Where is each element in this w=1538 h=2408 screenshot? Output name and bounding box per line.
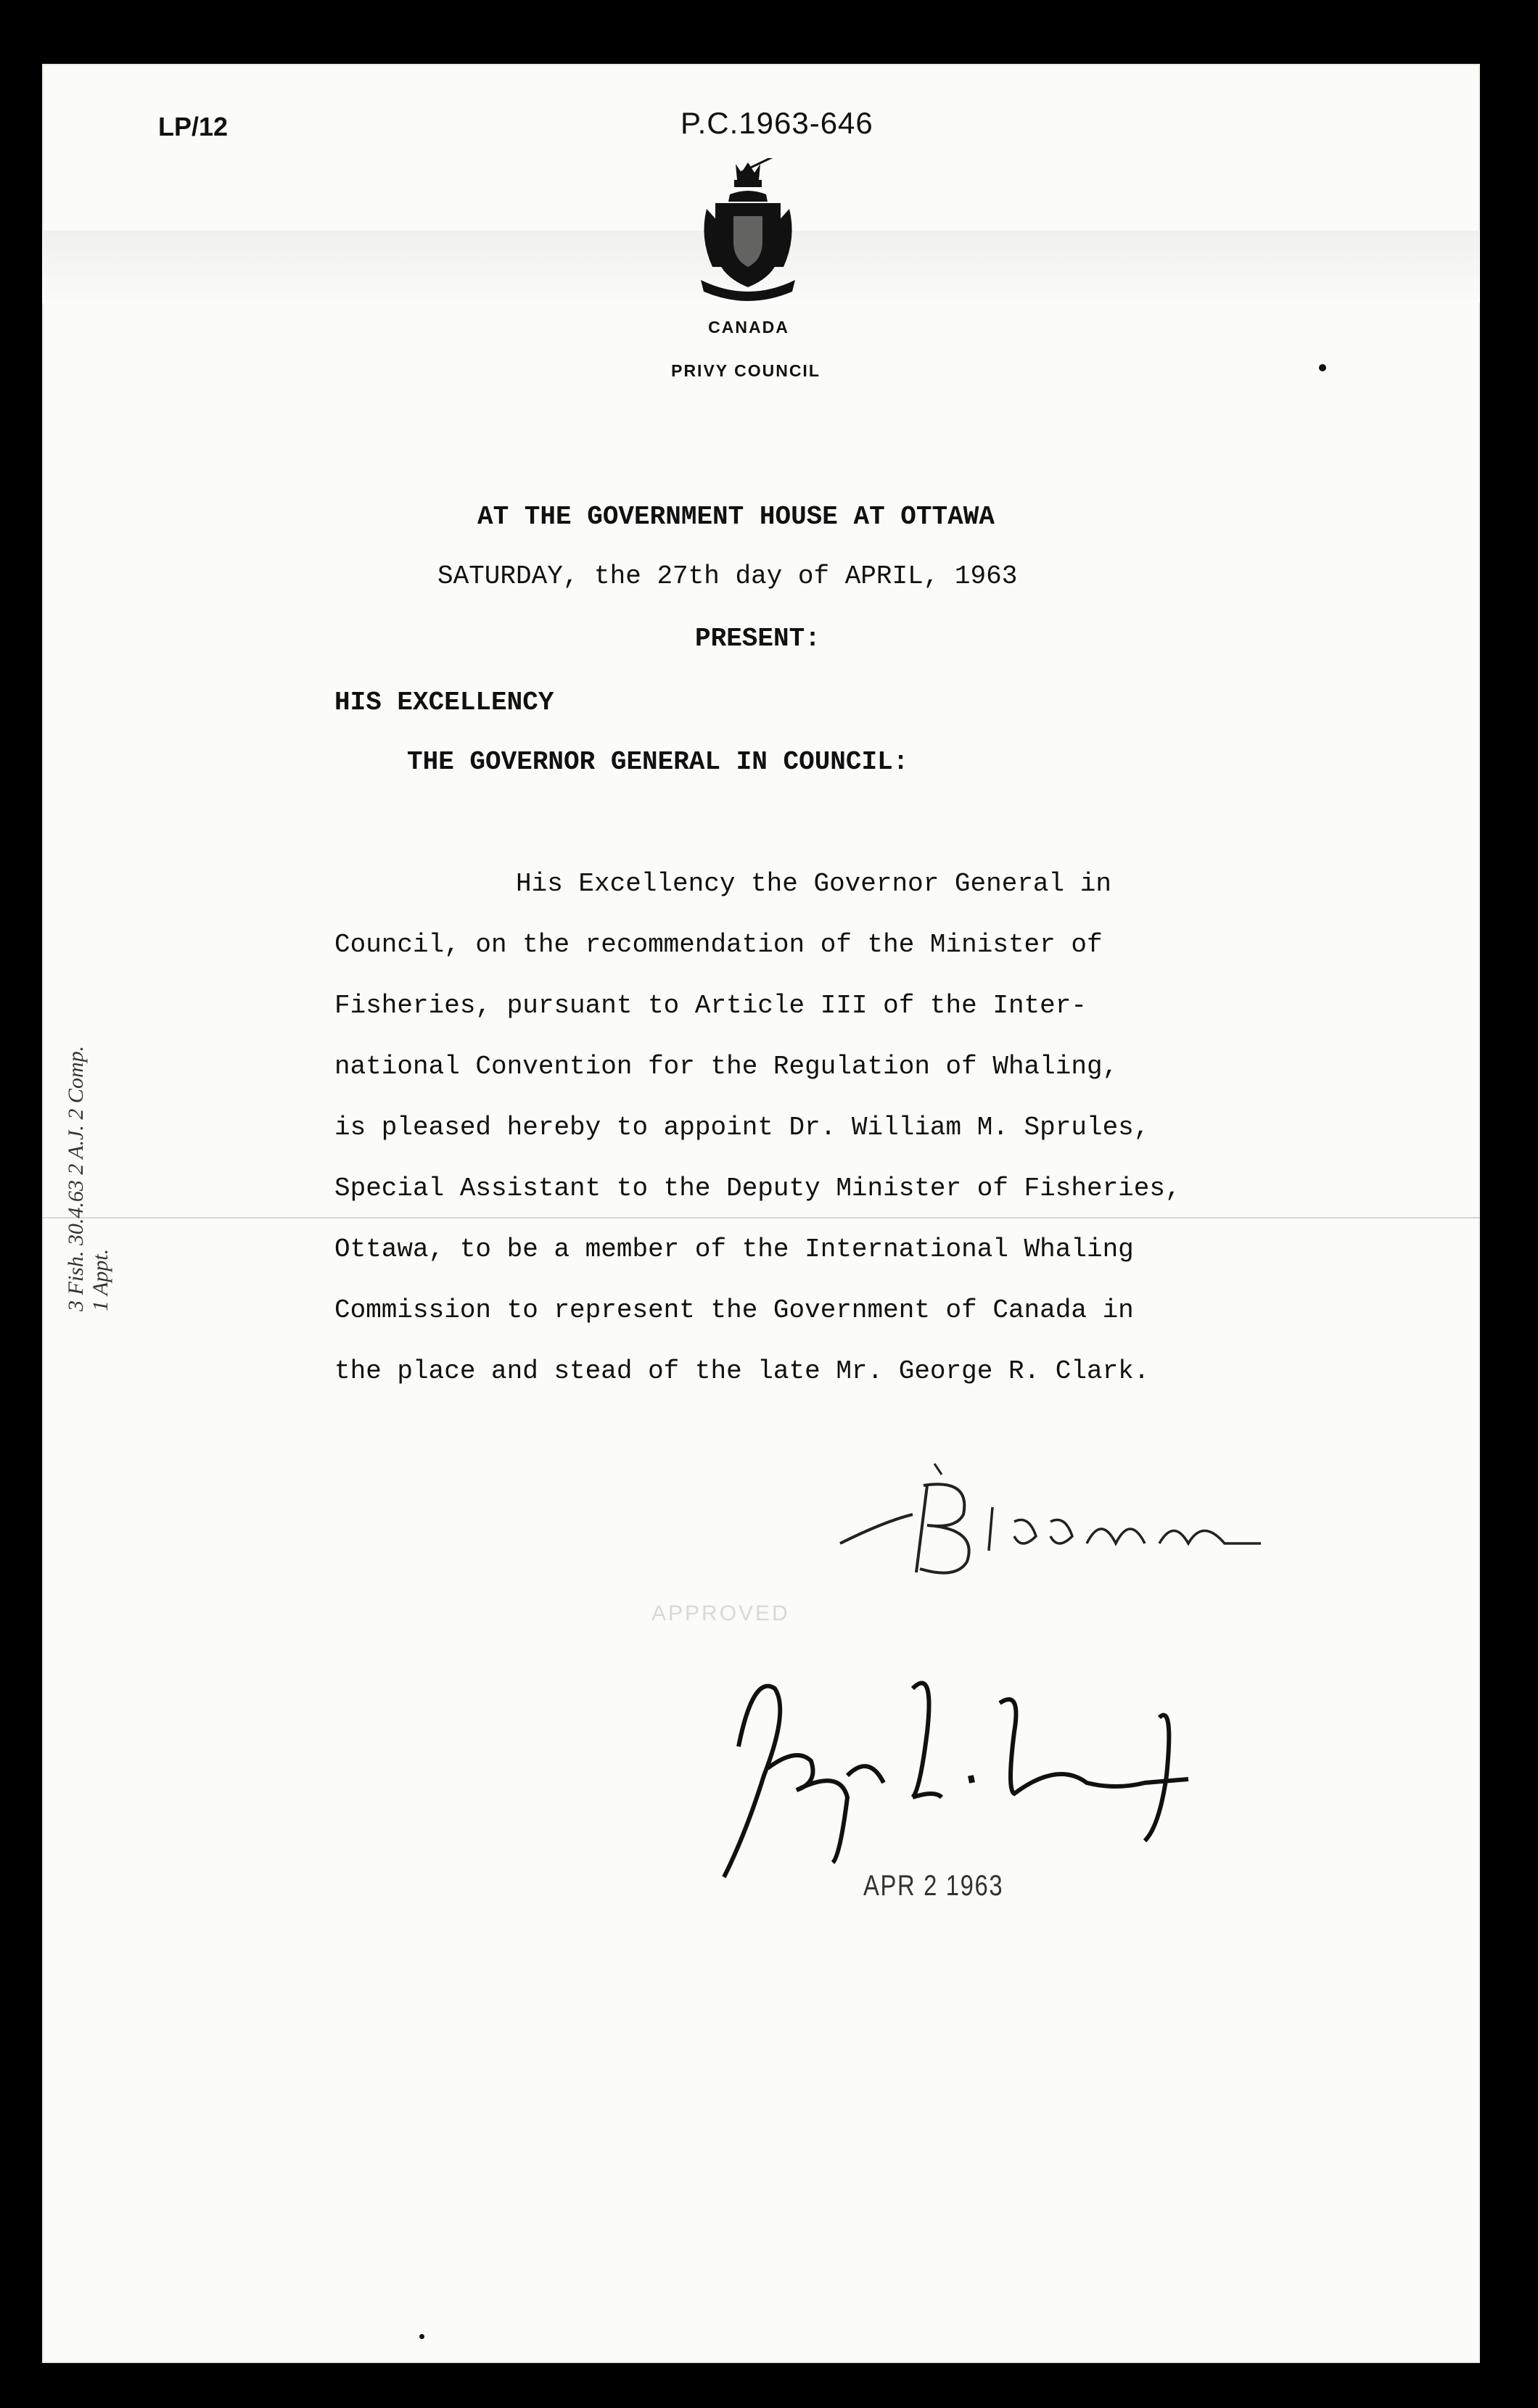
body-line: Commission to represent the Government of Canada in (334, 1295, 1134, 1325)
file-reference: LP/12 (158, 112, 229, 141)
vanier-signature (695, 1645, 1203, 1892)
location-heading: AT THE GOVERNMENT HOUSE AT OTTAWA (477, 502, 995, 532)
faint-approval-stamp: APPROVED (651, 1601, 790, 1625)
margin-distribution-note: 3 Fish. 30.4.63 2 A.J. 2 Comp. 1 Appt. (64, 1045, 112, 1311)
body-line: Council, on the recommendation of the Minister of (334, 930, 1103, 960)
body-line: Ottawa, to be a member of the International Whaling (334, 1234, 1134, 1264)
order-in-council-number: P.C.1963-646 (680, 106, 873, 140)
ink-dot (419, 2334, 424, 2339)
governor-general-label: THE GOVERNOR GENERAL IN COUNCIL: (407, 747, 909, 777)
ink-dot (1319, 364, 1326, 371)
date-line: SATURDAY, the 27th day of APRIL, 1963 (437, 561, 1018, 591)
canada-coat-of-arms-icon (694, 158, 802, 310)
body-line: is pleased hereby to appoint Dr. William M. Sprules, (334, 1113, 1150, 1142)
body-line: Special Assistant to the Deputy Minister of Fisheries, (334, 1174, 1181, 1203)
body-line: Fisheries, pursuant to Article III of the Inter- (334, 991, 1087, 1020)
document-page (42, 64, 1480, 2363)
pearson-signature (797, 1435, 1304, 1594)
body-line: the place and stead of the late Mr. George R. Clark. (334, 1356, 1150, 1386)
body-line: His Excellency the Governor General in (516, 869, 1111, 899)
body-line: national Convention for the Regulation of Whaling, (334, 1052, 1119, 1081)
page-fold-line (42, 1217, 1480, 1219)
country-label: CANADA (708, 318, 789, 337)
privy-council-label: PRIVY COUNCIL (671, 361, 821, 380)
excellency-label: HIS EXCELLENCY (334, 688, 554, 717)
date-received-stamp: APR 2 1963 (863, 1870, 1004, 1902)
present-label: PRESENT: (695, 624, 821, 653)
